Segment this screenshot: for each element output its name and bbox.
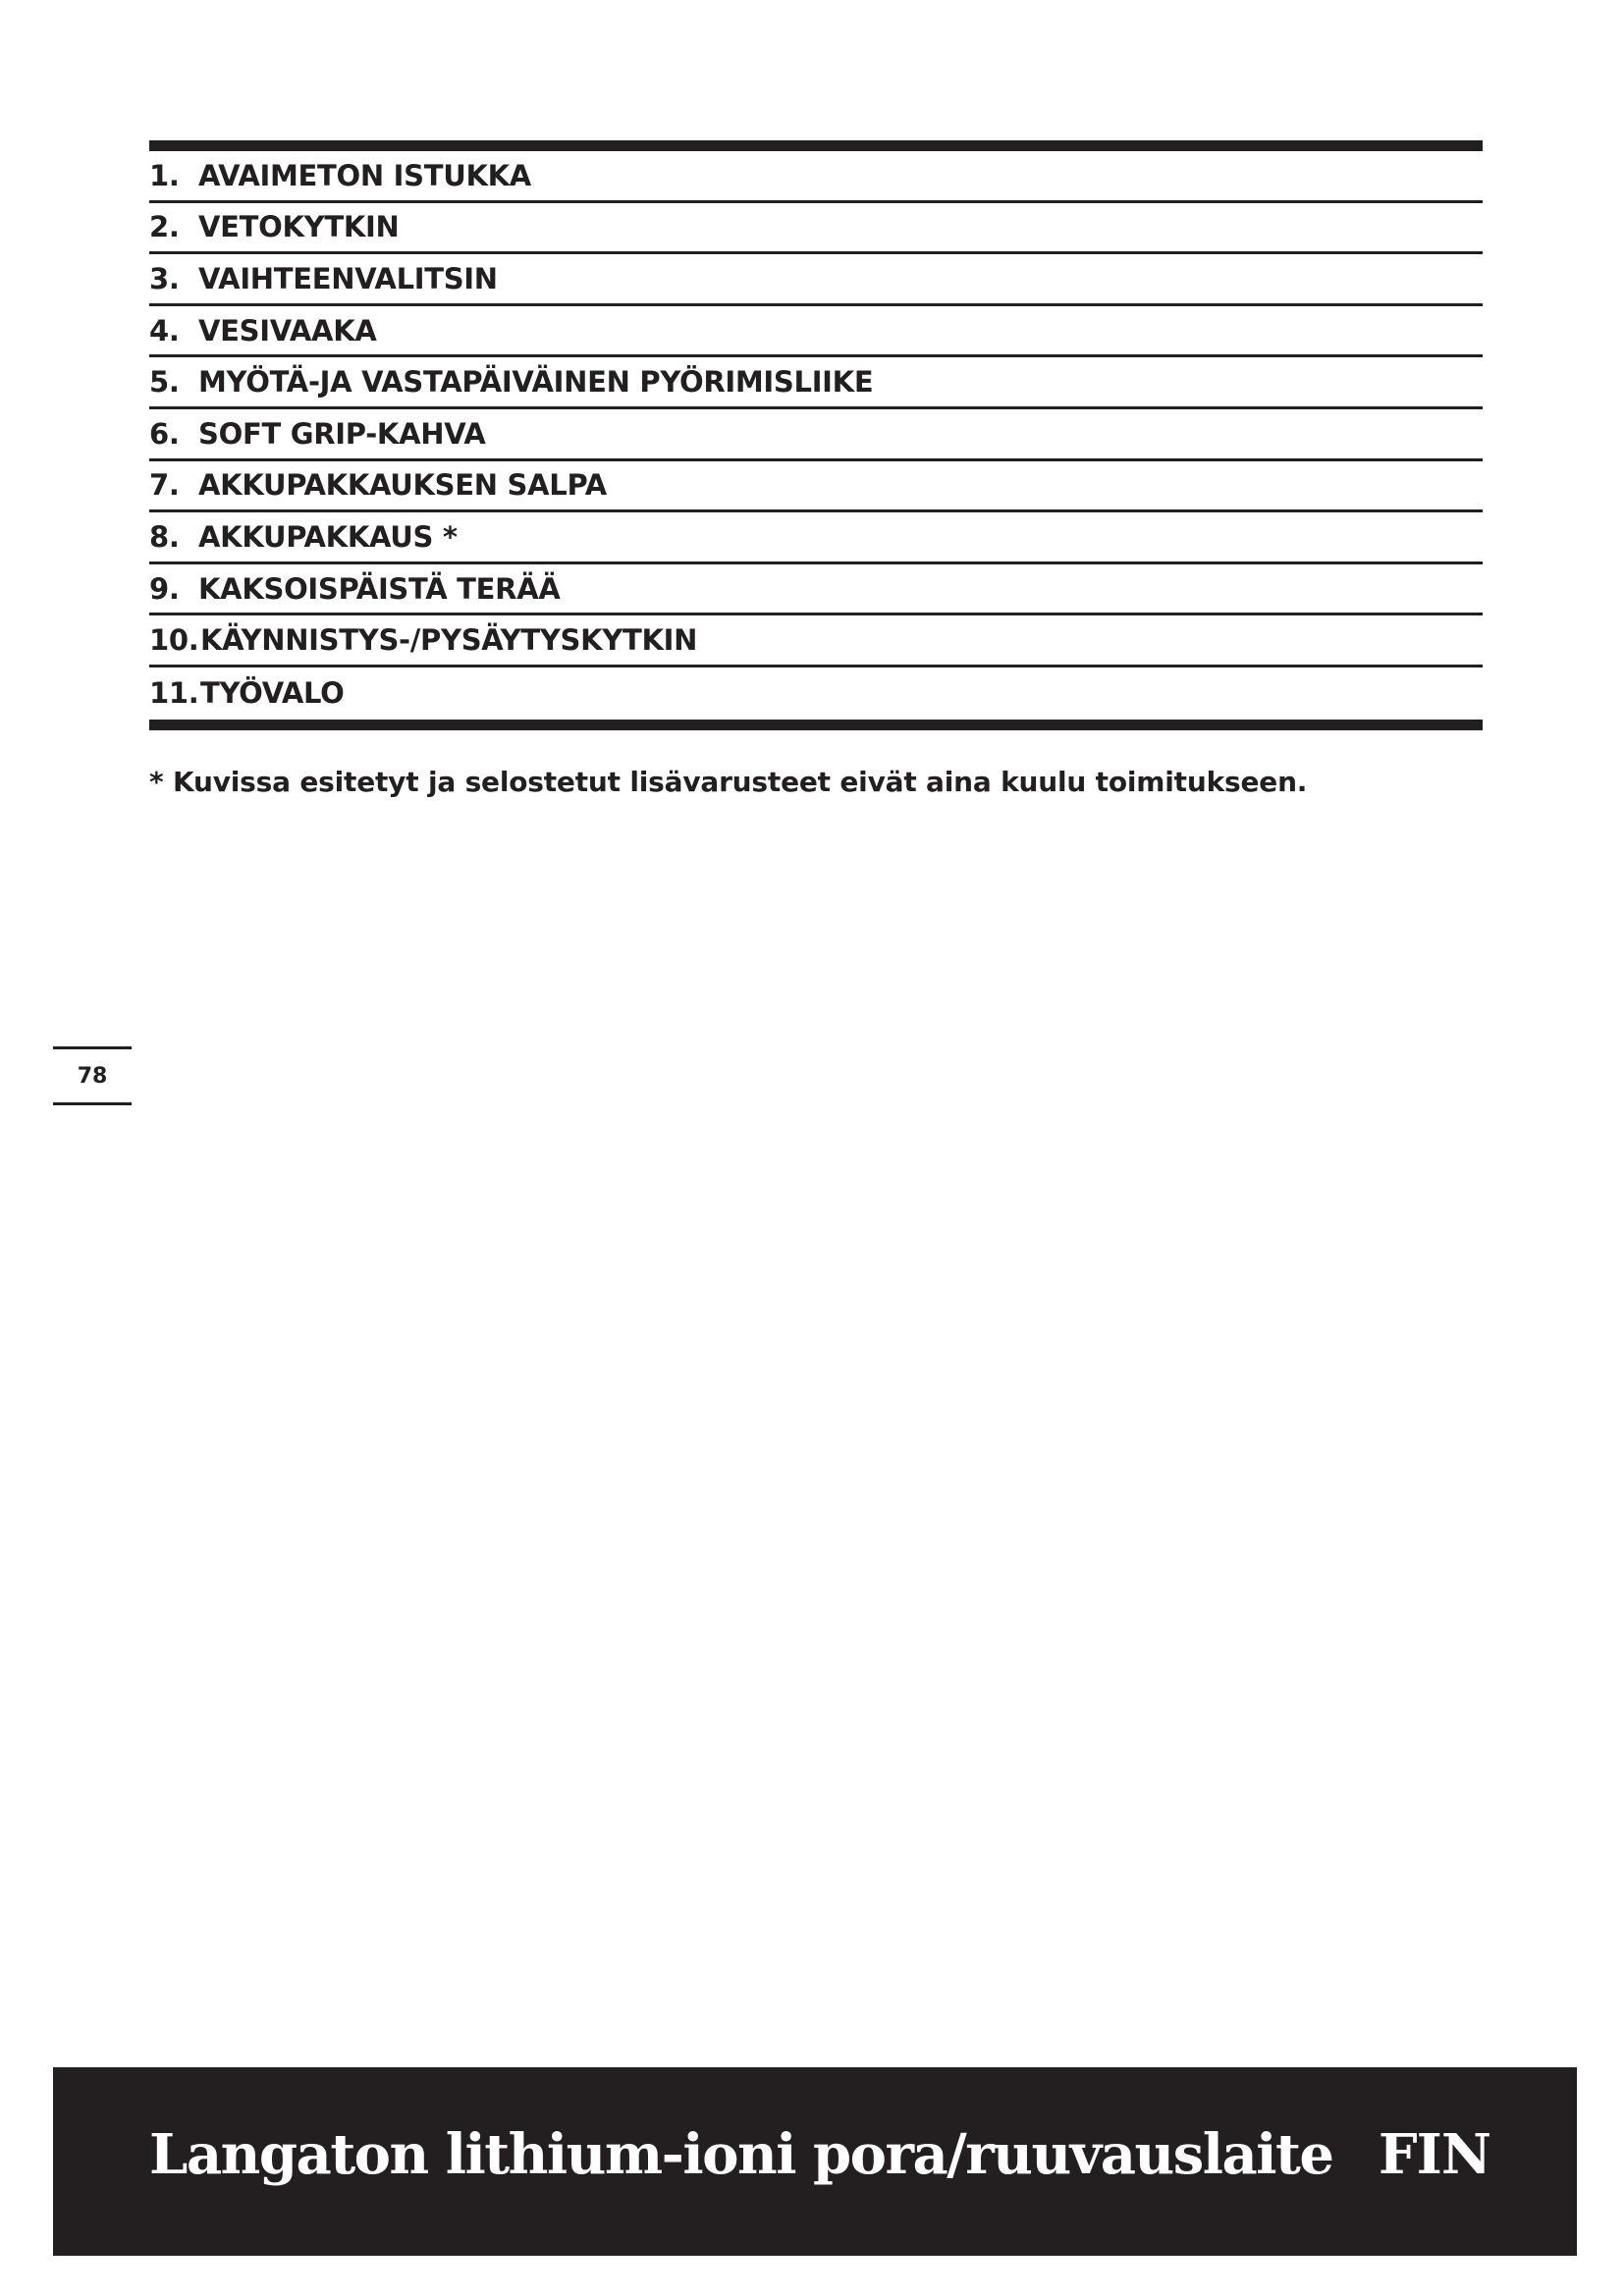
item-label: KAKSOISPÄISTÄ TERÄÄ (198, 571, 561, 606)
parts-list-item (149, 667, 1483, 720)
parts-list-item (149, 254, 1483, 306)
item-number: 9. (149, 571, 180, 606)
item-number: 7. (149, 468, 180, 503)
item-number: 4. (149, 313, 180, 347)
item-number: 5. (149, 365, 180, 400)
parts-list (149, 140, 1483, 730)
item-number: 3. (149, 261, 180, 295)
language-code: FIN (1378, 2122, 1490, 2187)
item-number: 8. (149, 519, 180, 554)
page-number (53, 1046, 132, 1105)
item-number: 11. (149, 676, 199, 711)
item-number: 10. (149, 623, 199, 658)
item-label: TYÖVALO (200, 676, 345, 711)
item-label: VESIVAAKA (198, 313, 377, 347)
footer-band (53, 2067, 1577, 2256)
parts-list-item (149, 357, 1483, 409)
item-label: AVAIMETON ISTUKKA (198, 158, 531, 192)
item-label: KÄYNNISTYS-/PYSÄYTYSKYTKIN (200, 623, 698, 658)
page-number-text: 78 (77, 1063, 108, 1089)
item-number: 1. (149, 158, 180, 192)
accessories-footnote: * Kuvissa esitetyt ja selostetut lisävarusteet eivät aina kuulu toimitukseen. (149, 766, 1308, 798)
item-label: VAIHTEENVALITSIN (198, 261, 498, 295)
item-label: SOFT GRIP-KAHVA (198, 416, 486, 451)
item-label: VETOKYTKIN (198, 210, 400, 244)
parts-list-item (149, 409, 1483, 461)
parts-list-item (149, 306, 1483, 358)
parts-list-item (149, 151, 1483, 203)
parts-list-item (149, 461, 1483, 513)
product-title: Langaton lithium-ioni pora/ruuvauslaite (149, 2122, 1333, 2187)
item-label: AKKUPAKKAUKSEN SALPA (198, 468, 607, 503)
item-label: MYÖTÄ-JA VASTAPÄIVÄINEN PYÖRIMISLIIKE (198, 365, 874, 400)
parts-list-item (149, 512, 1483, 564)
parts-list-item (149, 203, 1483, 255)
item-number: 2. (149, 210, 180, 244)
parts-list-item (149, 564, 1483, 616)
parts-list-item (149, 615, 1483, 667)
item-label: AKKUPAKKAUS * (198, 519, 458, 554)
item-number: 6. (149, 416, 180, 451)
